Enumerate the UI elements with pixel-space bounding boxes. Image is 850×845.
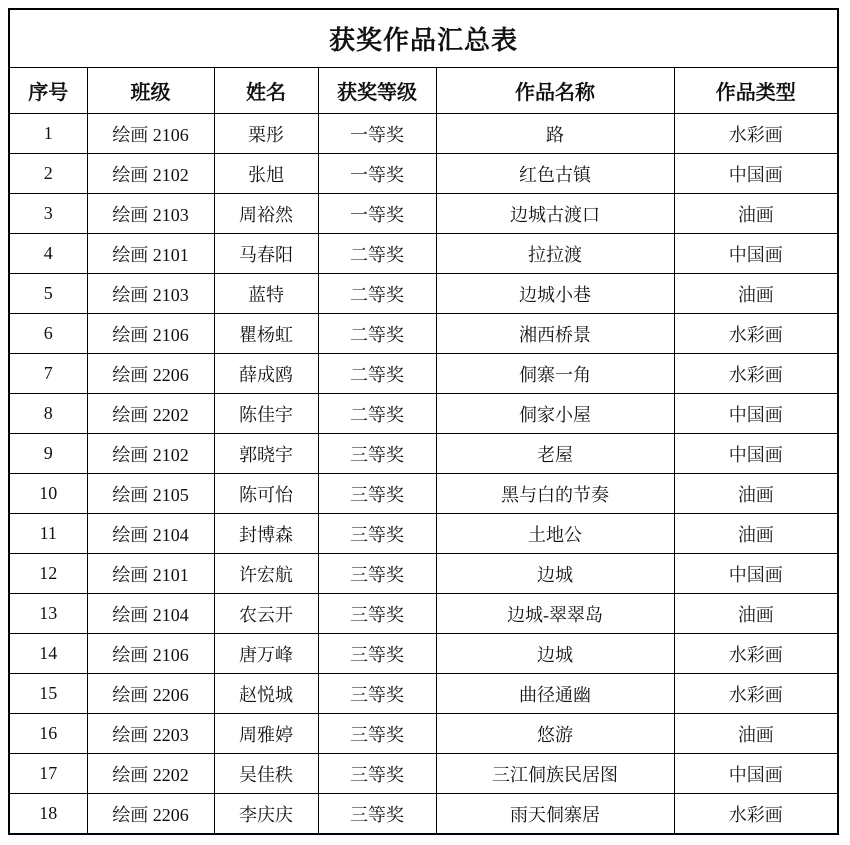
column-header-work-type: 作品类型 [674,68,838,114]
table-row [9,634,838,674]
column-header-name: 姓名 [214,68,318,114]
table-cell: 边城-翠翠岛 [436,594,674,634]
table-cell: 油画 [674,714,838,754]
table-row [9,394,838,434]
table-cell: 栗彤 [214,114,318,154]
table-cell: 农云开 [214,594,318,634]
table-cell: 三等奖 [318,434,436,474]
table-cell: 16 [9,714,87,754]
table-cell: 拉拉渡 [436,234,674,274]
table-cell: 三等奖 [318,594,436,634]
table-cell: 封博森 [214,514,318,554]
table-cell: 水彩画 [674,314,838,354]
table-cell: 油画 [674,514,838,554]
table-cell: 侗寨一角 [436,354,674,394]
table-cell: 许宏航 [214,554,318,594]
table-title-row [9,9,838,68]
table-cell: 绘画 2105 [87,474,214,514]
table-row [9,674,838,714]
table-cell: 4 [9,234,87,274]
table-body [9,114,838,835]
table-cell: 17 [9,754,87,794]
table-row [9,314,838,354]
table-cell: 吴佳秩 [214,754,318,794]
table-cell: 1 [9,114,87,154]
table-row [9,114,838,154]
table-cell: 6 [9,314,87,354]
table-row [9,434,838,474]
column-header-index: 序号 [9,68,87,114]
column-header-class: 班级 [87,68,214,114]
table-cell: 二等奖 [318,314,436,354]
table-cell: 12 [9,554,87,594]
table-row [9,794,838,835]
table-cell: 三等奖 [318,634,436,674]
table-row [9,234,838,274]
table-cell: 李庆庆 [214,794,318,835]
table-cell: 中国画 [674,554,838,594]
table-cell: 2 [9,154,87,194]
table-cell: 水彩画 [674,674,838,714]
table-cell: 二等奖 [318,354,436,394]
table-cell: 绘画 2202 [87,754,214,794]
table-cell: 张旭 [214,154,318,194]
table-cell: 绘画 2203 [87,714,214,754]
table-cell: 湘西桥景 [436,314,674,354]
table-cell: 边城 [436,554,674,594]
table-cell: 三等奖 [318,794,436,835]
table-cell: 中国画 [674,434,838,474]
table-cell: 绘画 2106 [87,114,214,154]
table-cell: 赵悦城 [214,674,318,714]
table-cell: 曲径通幽 [436,674,674,714]
table-row [9,714,838,754]
table-cell: 红色古镇 [436,154,674,194]
table-cell: 侗家小屋 [436,394,674,434]
table-cell: 绘画 2206 [87,354,214,394]
table-cell: 一等奖 [318,114,436,154]
table-cell: 三等奖 [318,554,436,594]
table-cell: 郭晓宇 [214,434,318,474]
table-cell: 二等奖 [318,274,436,314]
table-cell: 三江侗族民居图 [436,754,674,794]
table-cell: 绘画 2206 [87,794,214,835]
table-cell: 14 [9,634,87,674]
table-cell: 9 [9,434,87,474]
table-cell: 水彩画 [674,114,838,154]
table-cell: 绘画 2103 [87,194,214,234]
table-cell: 三等奖 [318,754,436,794]
table-cell: 绘画 2104 [87,514,214,554]
table-cell: 蓝特 [214,274,318,314]
table-row [9,194,838,234]
table-row [9,514,838,554]
table-cell: 三等奖 [318,674,436,714]
table-cell: 中国画 [674,754,838,794]
table-cell: 三等奖 [318,714,436,754]
table-row [9,754,838,794]
table-cell: 绘画 2106 [87,314,214,354]
table-cell: 雨天侗寨居 [436,794,674,835]
column-header-work-title: 作品名称 [436,68,674,114]
table-cell: 13 [9,594,87,634]
table-cell: 绘画 2103 [87,274,214,314]
table-cell: 绘画 2101 [87,554,214,594]
table-cell: 薛成鸥 [214,354,318,394]
table-cell: 三等奖 [318,474,436,514]
table-cell: 二等奖 [318,234,436,274]
table-cell: 马春阳 [214,234,318,274]
table-row [9,154,838,194]
table-row [9,274,838,314]
table-cell: 边城 [436,634,674,674]
table-cell: 绘画 2106 [87,634,214,674]
table-cell: 瞿杨虹 [214,314,318,354]
table-row [9,474,838,514]
table-cell: 油画 [674,194,838,234]
table-cell: 水彩画 [674,634,838,674]
table-row [9,554,838,594]
table-cell: 18 [9,794,87,835]
table-cell: 陈佳宇 [214,394,318,434]
table-cell: 中国画 [674,234,838,274]
award-summary-table [8,8,839,835]
table-cell: 一等奖 [318,154,436,194]
table-cell: 边城古渡口 [436,194,674,234]
table-cell: 中国画 [674,154,838,194]
table-cell: 油画 [674,274,838,314]
table-cell: 10 [9,474,87,514]
table-row [9,354,838,394]
table-cell: 中国画 [674,394,838,434]
table-cell: 周雅婷 [214,714,318,754]
table-cell: 三等奖 [318,514,436,554]
table-row [9,594,838,634]
table-cell: 一等奖 [318,194,436,234]
table-cell: 油画 [674,474,838,514]
table-cell: 油画 [674,594,838,634]
table-cell: 老屋 [436,434,674,474]
table-cell: 边城小巷 [436,274,674,314]
table-cell: 水彩画 [674,794,838,835]
page-title: 获奖作品汇总表 [9,9,838,68]
table-cell: 绘画 2102 [87,154,214,194]
table-cell: 路 [436,114,674,154]
table-cell: 绘画 2206 [87,674,214,714]
table-cell: 8 [9,394,87,434]
table-cell: 绘画 2202 [87,394,214,434]
table-cell: 5 [9,274,87,314]
table-cell: 陈可怡 [214,474,318,514]
table-cell: 周裕然 [214,194,318,234]
table-cell: 3 [9,194,87,234]
table-cell: 黑与白的节奏 [436,474,674,514]
table-cell: 悠游 [436,714,674,754]
table-cell: 绘画 2104 [87,594,214,634]
table-cell: 绘画 2102 [87,434,214,474]
table-cell: 土地公 [436,514,674,554]
table-cell: 绘画 2101 [87,234,214,274]
table-cell: 11 [9,514,87,554]
table-cell: 唐万峰 [214,634,318,674]
table-cell: 二等奖 [318,394,436,434]
column-header-award-level: 获奖等级 [318,68,436,114]
table-cell: 15 [9,674,87,714]
table-cell: 水彩画 [674,354,838,394]
table-header-row [9,68,838,114]
table-cell: 7 [9,354,87,394]
